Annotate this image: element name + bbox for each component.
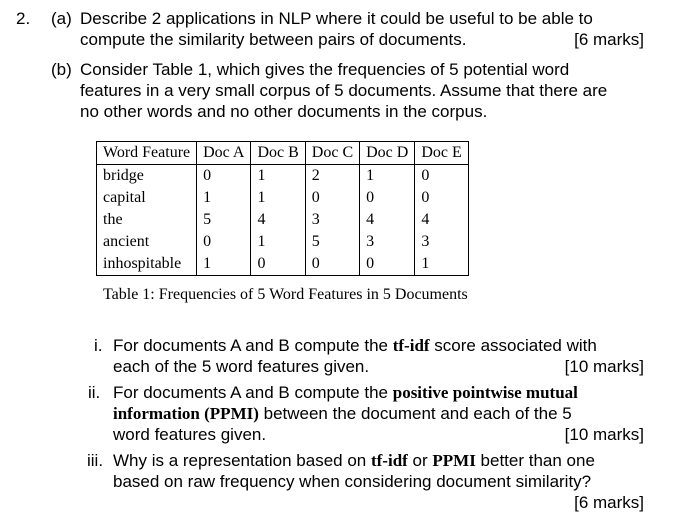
sub-iii-line1 xyxy=(113,450,595,471)
part-b-line2: features in a very small corpus of 5 documents. Assume that there are xyxy=(80,81,608,100)
table-row xyxy=(97,231,469,253)
table-cell: 1 xyxy=(360,165,415,188)
table-header: Word Feature xyxy=(97,142,197,165)
table-cell: 1 xyxy=(251,187,305,209)
sub-i-term: tf-idf xyxy=(392,336,430,355)
sub-i-label: i. xyxy=(94,336,103,355)
sub-i-post: score associated with xyxy=(429,336,597,355)
part-b-label: (b) xyxy=(51,60,72,79)
table-cell: 2 xyxy=(305,165,359,188)
sub-iii-label: iii. xyxy=(87,451,104,470)
sub-iii-line2: based on raw frequency when considering document similarity? xyxy=(113,472,592,491)
part-a-line1: Describe 2 applications in NLP where it could be useful to be able to xyxy=(80,9,593,28)
table-cell: 0 xyxy=(305,253,359,276)
table-row xyxy=(97,165,469,188)
sub-ii-marks: [10 marks] xyxy=(564,425,644,444)
sub-iii-term1: tf-idf xyxy=(370,451,408,470)
table-cell: 1 xyxy=(197,187,251,209)
part-a-line2: compute the similarity between pairs of documents. xyxy=(80,30,467,49)
table-cell: 5 xyxy=(197,209,251,231)
table-caption: Table 1: Frequencies of 5 Word Features in 5 Documents xyxy=(103,286,468,303)
table-cell: 0 xyxy=(305,187,359,209)
table-row xyxy=(97,187,469,209)
sub-iii-marks: [6 marks] xyxy=(574,493,644,512)
table-row xyxy=(97,253,469,276)
sub-i-line1 xyxy=(113,335,597,356)
table-cell: 0 xyxy=(415,165,468,188)
sub-ii-term2: information (PPMI) xyxy=(113,404,259,423)
table-cell: 0 xyxy=(251,253,305,276)
sub-i-pre: For documents A and B compute the xyxy=(113,336,393,355)
table-cell: inhospitable xyxy=(97,253,197,276)
table-cell: 0 xyxy=(197,231,251,253)
table-header: Doc C xyxy=(305,142,359,165)
table-cell: 4 xyxy=(360,209,415,231)
table-cell: 3 xyxy=(305,209,359,231)
sub-i-marks: [10 marks] xyxy=(564,357,644,376)
table-cell: bridge xyxy=(97,165,197,188)
sub-ii-pre: For documents A and B compute the xyxy=(113,383,393,402)
part-b-line3: no other words and no other documents in the corpus. xyxy=(80,102,488,121)
table-header: Doc A xyxy=(197,142,251,165)
table-header: Doc E xyxy=(415,142,468,165)
sub-ii-line2 xyxy=(113,403,572,424)
part-b-line1: Consider Table 1, which gives the frequencies of 5 potential word xyxy=(80,60,570,79)
part-a-label: (a) xyxy=(51,9,72,28)
table-cell: 1 xyxy=(251,231,305,253)
table-cell: 4 xyxy=(251,209,305,231)
table-cell: 0 xyxy=(360,187,415,209)
table-row xyxy=(97,209,469,231)
table-cell: the xyxy=(97,209,197,231)
table-cell: 0 xyxy=(197,165,251,188)
table-cell: 1 xyxy=(251,165,305,188)
table-header-row xyxy=(97,142,469,165)
question-number: 2. xyxy=(16,9,31,28)
sub-iii-mid: or xyxy=(407,451,433,470)
sub-iii-term2: PPMI xyxy=(432,451,476,470)
sub-ii-line1 xyxy=(113,382,578,403)
table-cell: 1 xyxy=(415,253,468,276)
sub-iii-post: better than one xyxy=(475,451,595,470)
table-cell: 3 xyxy=(415,231,468,253)
table-cell: 0 xyxy=(360,253,415,276)
table-cell: ancient xyxy=(97,231,197,253)
sub-i-line2: each of the 5 word features given. xyxy=(113,357,370,376)
table-cell: 0 xyxy=(415,187,468,209)
table-cell: 4 xyxy=(415,209,468,231)
table-header: Doc B xyxy=(251,142,305,165)
sub-ii-line3: word features given. xyxy=(113,425,267,444)
sub-iii-pre: Why is a representation based on xyxy=(113,451,371,470)
sub-ii-label: ii. xyxy=(88,383,101,402)
frequency-table xyxy=(96,141,469,276)
sub-ii-term1: positive pointwise mutual xyxy=(392,383,578,402)
table-header: Doc D xyxy=(360,142,415,165)
table-cell: 1 xyxy=(197,253,251,276)
table-cell: capital xyxy=(97,187,197,209)
table-cell: 3 xyxy=(360,231,415,253)
part-a-marks: [6 marks] xyxy=(574,30,644,49)
sub-ii-post2: between the document and each of the 5 xyxy=(258,404,572,423)
table-cell: 5 xyxy=(305,231,359,253)
